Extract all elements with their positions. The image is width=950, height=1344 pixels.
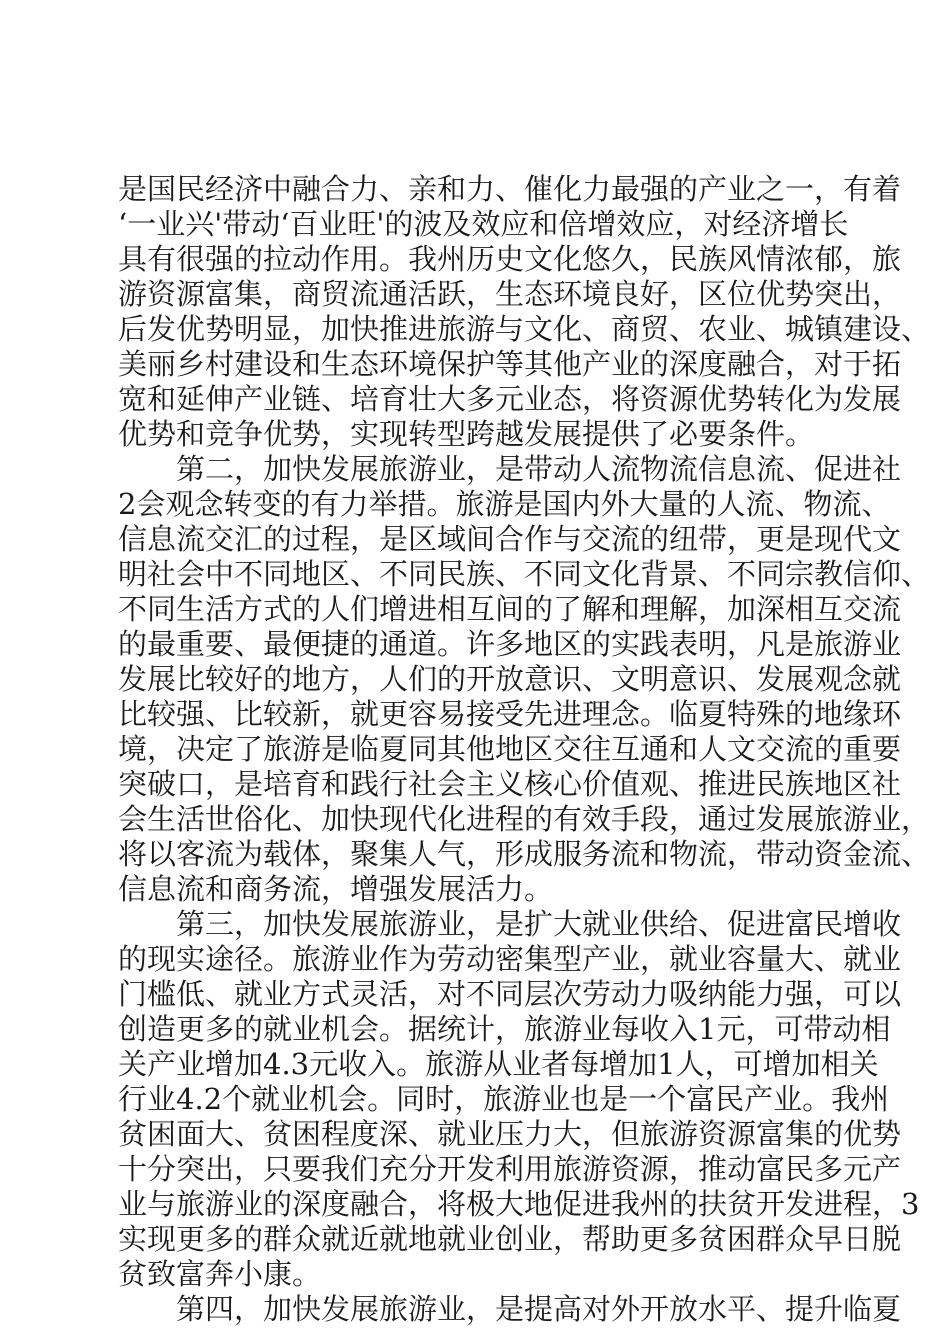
text-line: 具有很强的拉动作用。我州历史文化悠久，民族风情浓郁，旅 [118, 242, 902, 276]
text-line: 将以客流为载体，聚集人气，形成服务流和物流，带动资金流、 [118, 837, 931, 871]
text-line: 十分突出，只要我们充分开发利用旅游资源，推动富民多元产 [118, 1152, 902, 1186]
text-line: 行业4.2个就业机会。同时，旅游业也是一个富民产业。我州 [118, 1082, 890, 1116]
text-line: 门槛低、就业方式灵活，对不同层次劳动力吸纳能力强，可以 [118, 977, 902, 1011]
text-line: 第四，加快发展旅游业，是提高对外开放水平、提升临夏 [176, 1292, 902, 1326]
text-line: 的现实途径。旅游业作为劳动密集型产业，就业容量大、就业 [118, 942, 902, 976]
text-line: 明社会中不同地区、不同民族、不同文化背景、不同宗教信仰、 [118, 557, 931, 591]
text-line: ‘一业兴'带动‘百业旺'的波及效应和倍增效应，对经济增长 [118, 207, 849, 241]
text-line: 后发优势明显，加快推进旅游与文化、商贸、农业、城镇建设、 [118, 312, 931, 346]
text-line: 比较强、比较新，就更容易接受先进理念。临夏特殊的地缘环 [118, 697, 902, 731]
text-line: 是国民经济中融合力、亲和力、催化力最强的产业之一，有着 [118, 172, 902, 206]
text-line: 美丽乡村建设和生态环境保护等其他产业的深度融合，对于拓 [118, 347, 902, 381]
text-line: 突破口，是培育和践行社会主义核心价值观、推进民族地区社 [118, 767, 902, 801]
text-line: 的最重要、最便捷的通道。许多地区的实践表明，凡是旅游业 [118, 627, 902, 661]
text-line: 业与旅游业的深度融合，将极大地促进我州的扶贫开发进程，3 [118, 1187, 920, 1221]
text-line: 宽和延伸产业链、培育壮大多元业态，将资源优势转化为发展 [118, 382, 902, 416]
text-line: 第三，加快发展旅游业，是扩大就业供给、促进富民增收 [176, 907, 902, 941]
text-line: 会生活世俗化、加快现代化进程的有效手段，通过发展旅游业， [118, 802, 931, 836]
text-line: 优势和竞争优势，实现转型跨越发展提供了必要条件。 [118, 417, 815, 451]
text-line: 发展比较好的地方，人们的开放意识、文明意识、发展观念就 [118, 662, 902, 696]
text-line: 贫困面大、贫困程度深、就业压力大，但旅游资源富集的优势 [118, 1117, 902, 1151]
text-line: 不同生活方式的人们增进相互间的了解和理解，加深相互交流 [118, 592, 902, 626]
text-line: 游资源富集，商贸流通活跃，生态环境良好，区位优势突出， [118, 277, 902, 311]
text-line: 2会观念转变的有力举措。旅游是国内外大量的人流、物流、 [118, 487, 891, 521]
text-line: 创造更多的就业机会。据统计，旅游业每收入1元，可带动相 [118, 1012, 891, 1046]
body-text [118, 172, 931, 1327]
text-line: 境，决定了旅游是临夏同其他地区交往互通和人文交流的重要 [118, 732, 902, 766]
text-line: 第二，加快发展旅游业，是带动人流物流信息流、促进社 [176, 452, 902, 486]
text-line: 贫致富奔小康。 [118, 1257, 322, 1291]
text-line: 信息流交汇的过程，是区域间合作与交流的纽带，更是现代文 [118, 522, 902, 556]
text-line: 信息流和商务流，增强发展活力。 [118, 872, 554, 906]
text-line: 实现更多的群众就近就地就业创业，帮助更多贫困群众早日脱 [118, 1222, 902, 1256]
text-line: 关产业增加4.3元收入。旅游从业者每增加1人，可增加相关 [118, 1047, 879, 1081]
